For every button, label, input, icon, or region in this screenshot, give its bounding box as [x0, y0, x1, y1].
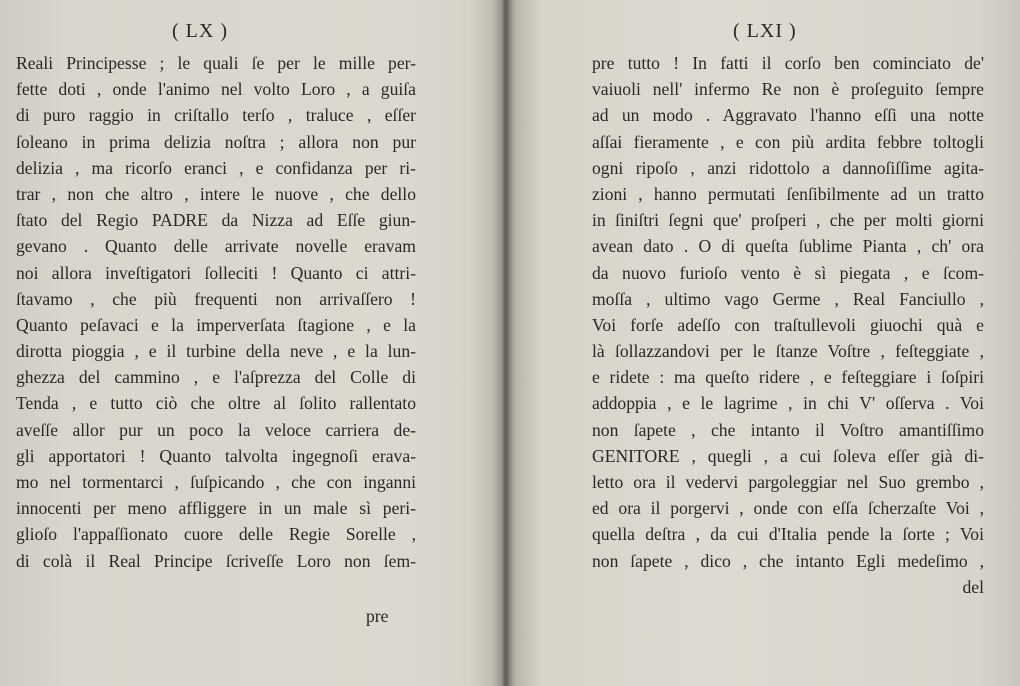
text-line: mo nel tormentarci , ſuſpicando , che con inganni	[16, 472, 416, 492]
text-line: innocenti per meno affliggere in un male sì peri-	[16, 498, 416, 519]
text-line: non ſapete , dico , che intanto Egli medeſimo ,	[592, 550, 984, 571]
text-line: delizia , ma ricorſo eranci , e confidanza per ri-	[16, 157, 416, 178]
text-line: aveſſe allor pur un poco la veloce carriera de-	[16, 419, 416, 440]
text-line: dirotta pioggia , e il turbine della neve , e la lun-	[16, 341, 416, 362]
text-line: Voi forſe adeſſo con traſtullevoli giuochi quà e	[592, 314, 984, 335]
text-line: avean dato . O di queſta ſublime Pianta , ch' ora	[592, 236, 984, 257]
catchword: del	[962, 576, 984, 597]
text-line: aſſai fieramente , e con più ardita febbre toltogli	[592, 131, 984, 152]
text-line: ogni ripoſo , anzi ridottolo a dannoſiſſime agita-	[592, 157, 984, 178]
text-line: e ridete : ma queſto ridere , e feſteggiare i ſoſpiri	[592, 367, 984, 388]
text-line: pre tutto ! In fatti il corſo ben cominciato de'	[592, 53, 984, 73]
text-line: trar , non che altro , intere le nuove , che dello	[16, 183, 416, 204]
text-line: quella deſtra , da cui d'Italia pende la ſorte ; Voi	[592, 524, 984, 545]
text-block	[592, 50, 984, 600]
page-number-header: ( LXI )	[733, 20, 797, 42]
catchword: pre	[366, 606, 389, 626]
right-page	[512, 0, 1020, 686]
text-line: vaiuoli nell' infermo Re non è proſeguito ſempre	[592, 79, 984, 100]
text-line: in ſiniſtri ſegni que' proſperi , che per molti giorni	[592, 210, 984, 231]
text-block	[16, 50, 416, 574]
text-line: ſoleano in prima delizia noſtra ; allora non pur	[16, 131, 416, 152]
text-line: addoppia , e le lagrime , in chi V' oſſerva . Voi	[592, 393, 984, 414]
text-line: letto ora il vedervi pargoleggiar nel Suo grembo ,	[592, 472, 984, 492]
text-line: là ſollazzandovi per le ſtanze Voſtre , feſteggiate ,	[592, 341, 984, 362]
left-page	[0, 0, 500, 686]
text-line: Reali Principesse ; le quali ſe per le mille per-	[16, 53, 416, 73]
text-line: ſtavamo , che più frequenti non arrivaſſero !	[16, 288, 416, 309]
text-line: Quanto peſavaci e la imperverſata ſtagione , e la	[16, 314, 416, 335]
text-line: di puro raggio in criſtallo terſo , traluce , eſſer	[16, 105, 416, 126]
text-line: di colà il Real Principe ſcriveſſe Loro non ſem-	[16, 550, 416, 571]
text-line: ed ora il porgervi , onde con eſſa ſcherzaſte Voi ,	[592, 498, 984, 519]
text-line: moſſa , ultimo vago Germe , Real Fanciullo ,	[592, 288, 984, 309]
text-line: ad un modo . Aggravato l'hanno eſſi una notte	[592, 105, 984, 126]
text-line: da nuovo furioſo vento è sì piegata , e ſcom-	[592, 262, 984, 283]
text-line: glioſo l'appaſſionato cuore delle Regie Sorelle ,	[16, 524, 416, 545]
text-line: ghezza del cammino , e l'aſprezza del Colle di	[16, 367, 416, 388]
text-line: gevano . Quanto delle arrivate novelle eravam	[16, 236, 416, 257]
text-line: zioni , hanno permutati ſenſibilmente ad un tratto	[592, 183, 984, 204]
text-line: non ſapete , che intanto il Voſtro amantiſſimo	[592, 419, 984, 440]
text-line: ſtato del Regio PADRE da Nizza ad Eſſe giun-	[16, 210, 416, 231]
text-line: noi allora inveſtigatori ſolleciti ! Quanto ci attri-	[16, 262, 416, 283]
text-line: gli apportatori ! Quanto talvolta ingegnoſi erava-	[16, 445, 416, 466]
text-line: GENITORE , quegli , a cui ſoleva eſſer già di-	[592, 445, 984, 466]
page-number-header: ( LX )	[172, 20, 228, 42]
text-line: Tenda , e tutto ciò che oltre al ſolito rallentato	[16, 393, 416, 414]
text-line: fette doti , onde l'animo nel volto Loro , a guiſa	[16, 79, 416, 100]
